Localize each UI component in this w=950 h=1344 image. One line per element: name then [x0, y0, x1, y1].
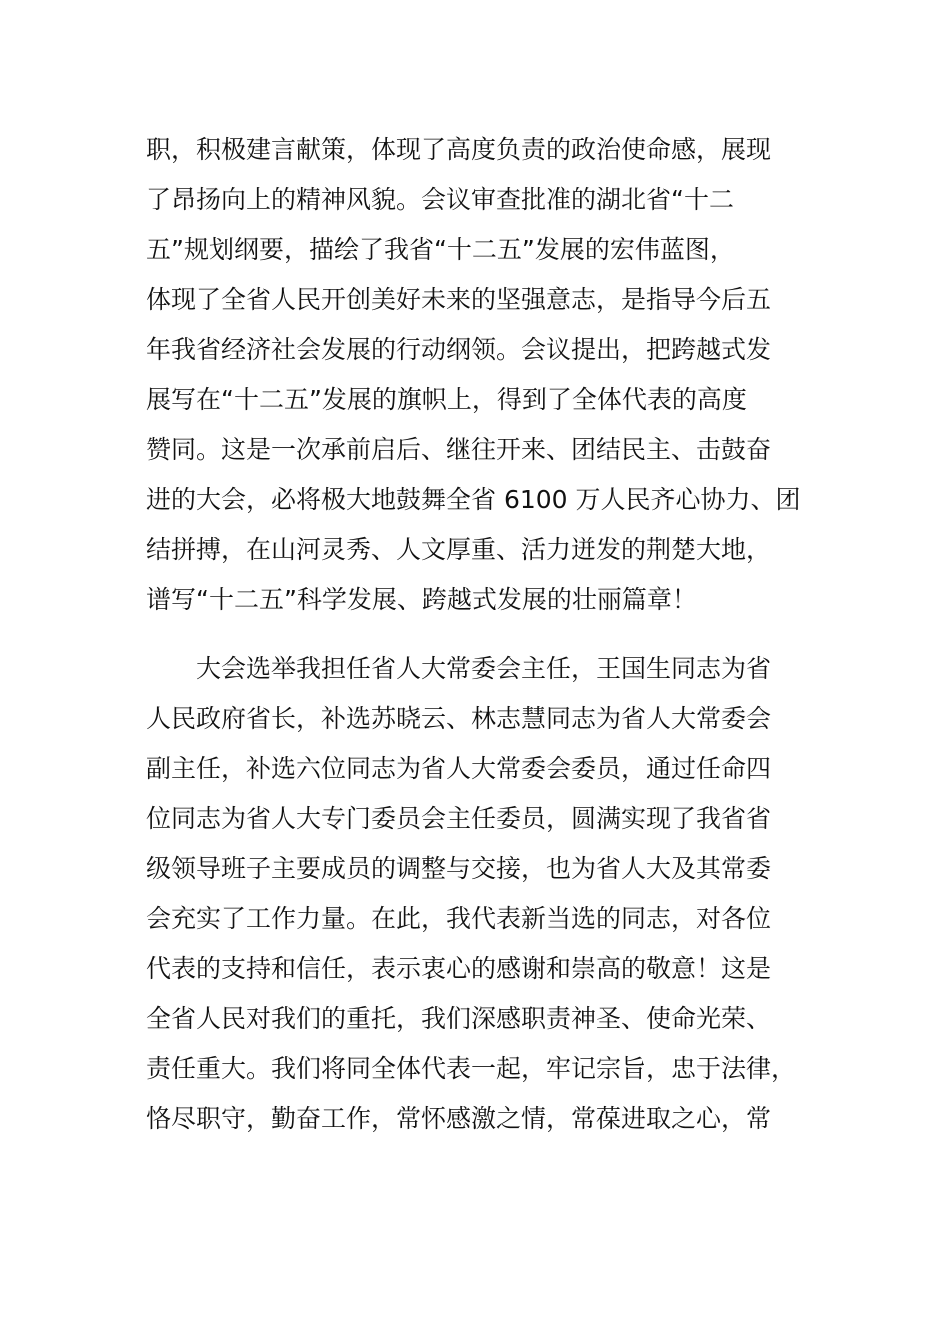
text-line: 副主任，补选六位同志为省人大常委会委员，通过任命四 [146, 754, 772, 783]
text-line: 年我省经济社会发展的行动纲领。会议提出，把跨越式发 [146, 335, 772, 364]
text-line: 体现了全省人民开创美好未来的坚强意志，是指导今后五 [146, 285, 772, 314]
text-line-indented: 大会选举我担任省人大常委会主任，王国生同志为省 [196, 654, 772, 683]
text-line: 职，积极建言献策，体现了高度负责的政治使命感，展现 [146, 135, 772, 164]
text-line: 谱写“十二五”科学发展、跨越式发展的壮丽篇章！ [146, 585, 697, 614]
text-line: 了昂扬向上的精神风貌。会议审查批准的湖北省“十二 [146, 185, 734, 214]
text-line: 展写在“十二五”发展的旗帜上，得到了全体代表的高度 [146, 385, 747, 414]
text-line: 会充实了工作力量。在此，我代表新当选的同志，对各位 [146, 904, 772, 933]
text-line: 结拼搏，在山河灵秀、人文厚重、活力迸发的荆楚大地， [146, 535, 772, 564]
text-line: 责任重大。我们将同全体代表一起，牢记宗旨，忠于法律， [146, 1054, 797, 1083]
text-line: 全省人民对我们的重托，我们深感职责神圣、使命光荣、 [146, 1004, 772, 1033]
text-line: 代表的支持和信任，表示衷心的感谢和崇高的敬意！这是 [146, 954, 772, 983]
text-line: 进的大会，必将极大地鼓舞全省 6100 万人民齐心协力、团 [146, 485, 801, 514]
text-line: 赞同。这是一次承前启后、继往开来、团结民主、击鼓奋 [146, 435, 772, 464]
text-line: 人民政府省长，补选苏晓云、林志慧同志为省人大常委会 [146, 704, 772, 733]
text-line: 位同志为省人大专门委员会主任委员，圆满实现了我省省 [146, 804, 772, 833]
text-line: 级领导班子主要成员的调整与交接，也为省人大及其常委 [146, 854, 772, 883]
text-line: 恪尽职守，勤奋工作，常怀感激之情，常葆进取之心，常 [146, 1104, 772, 1133]
text-line: 五”规划纲要，描绘了我省“十二五”发展的宏伟蓝图， [146, 235, 735, 264]
